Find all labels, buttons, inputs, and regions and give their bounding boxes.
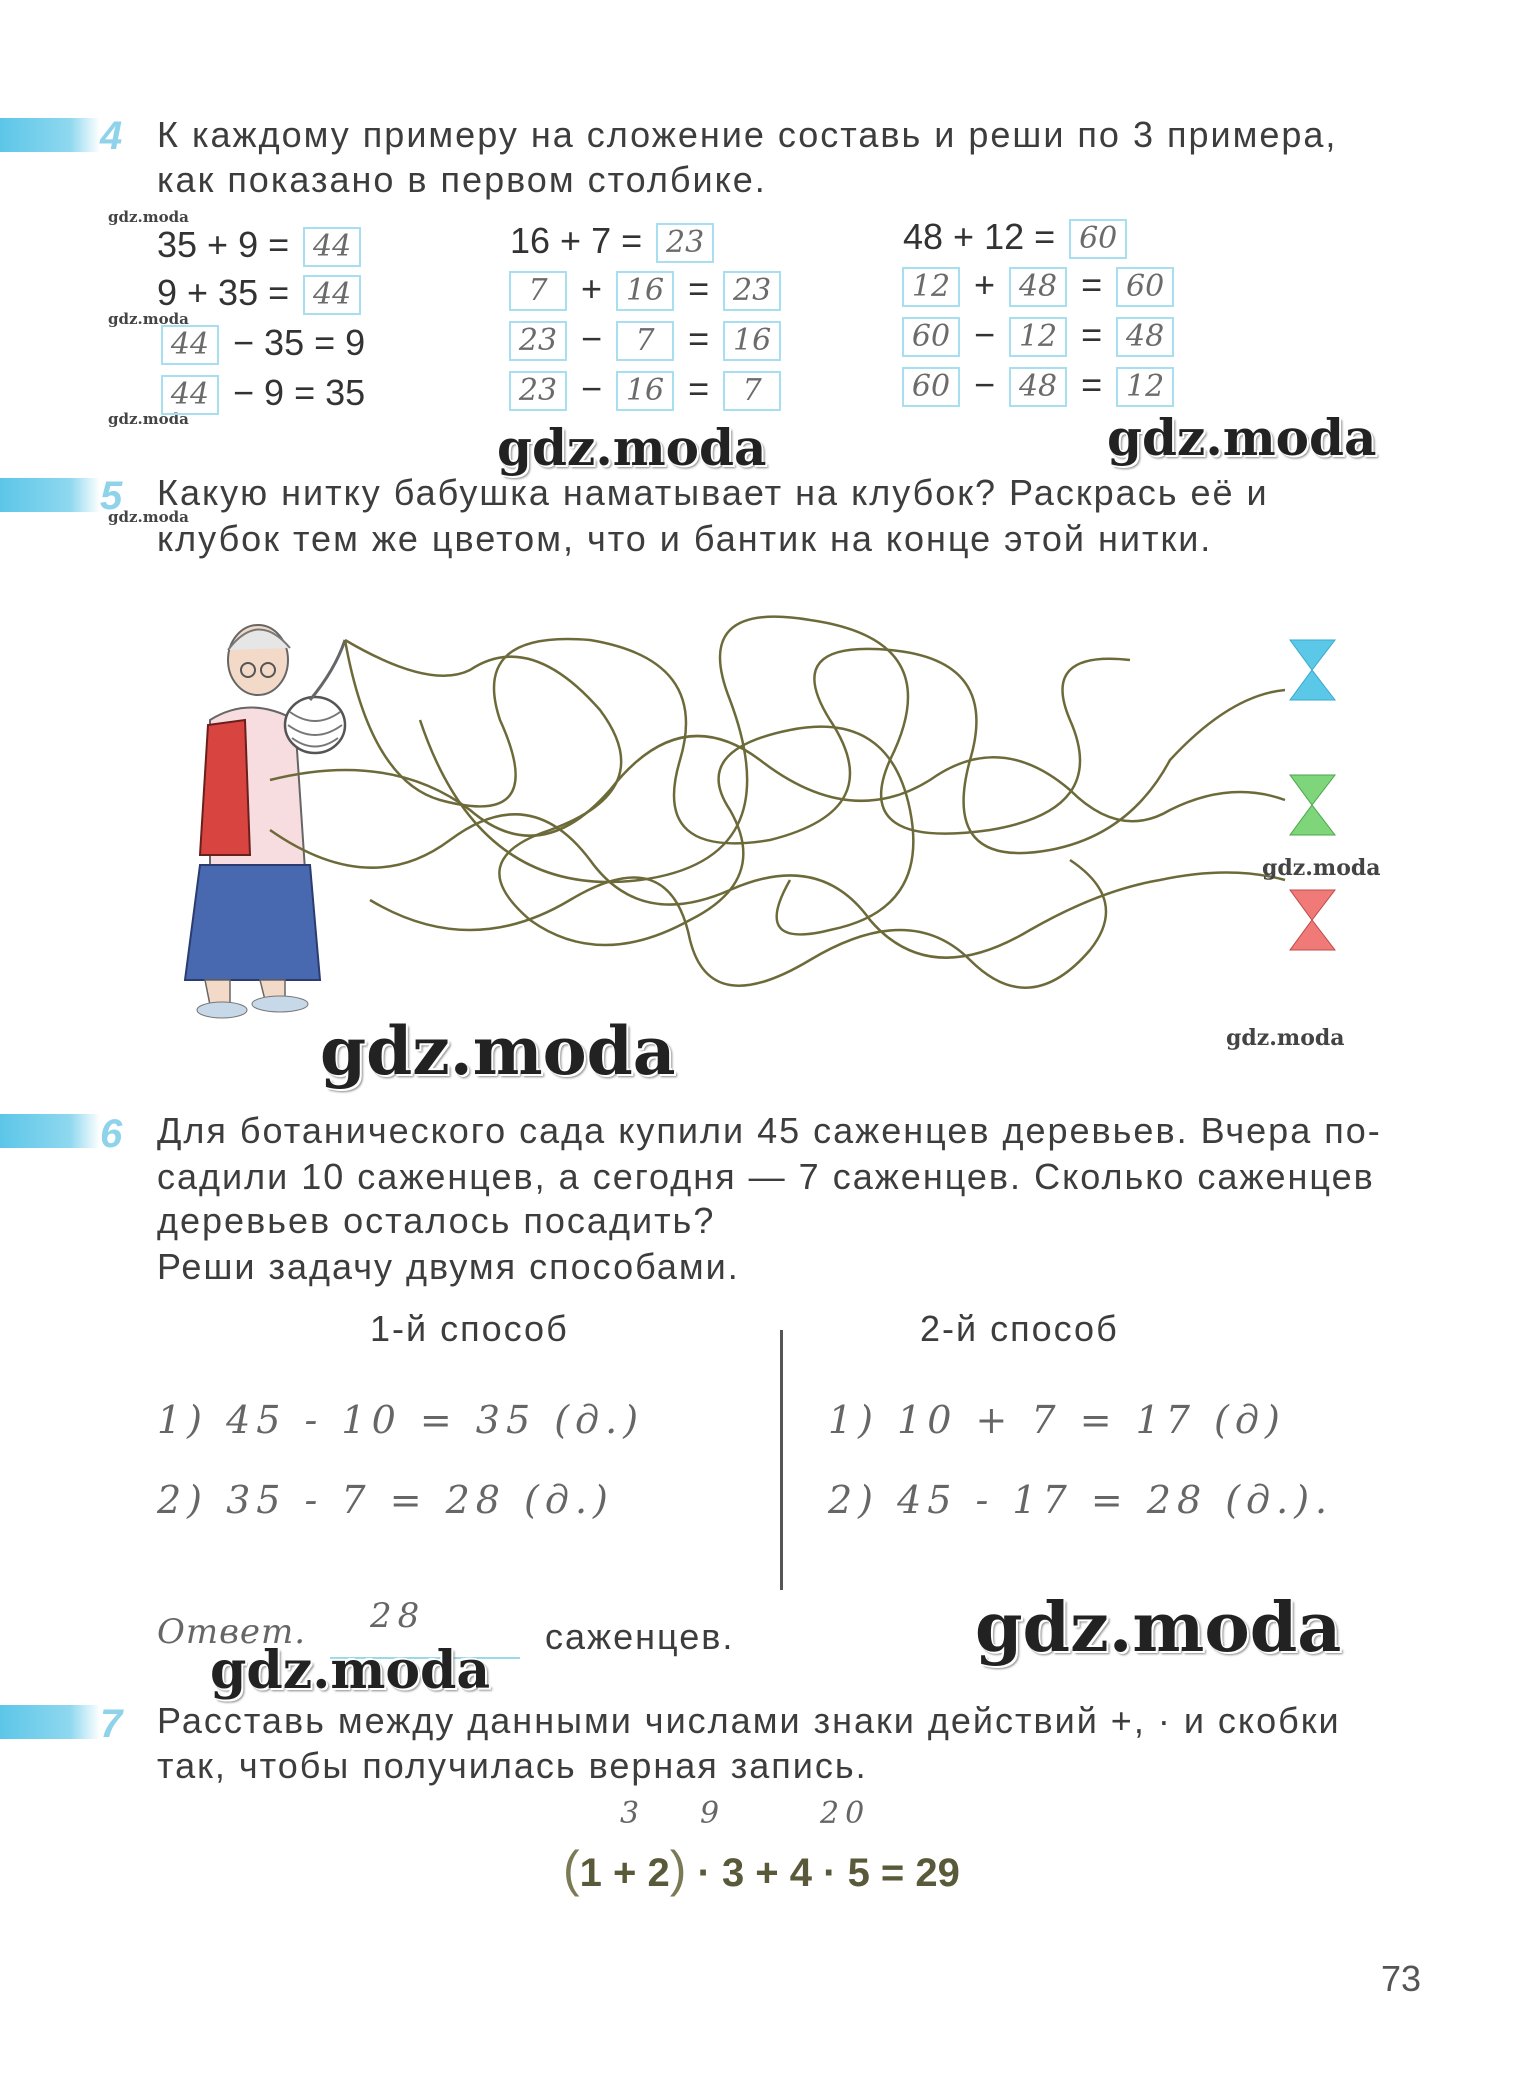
operator: − <box>974 364 996 405</box>
operator: − <box>581 368 603 409</box>
equation-row <box>157 372 365 415</box>
answer-value[interactable]: 28 <box>370 1596 426 1636</box>
equation-row <box>157 322 365 365</box>
method2-label: 2-й способ <box>920 1308 1119 1349</box>
operator: = <box>688 368 710 409</box>
task-marker-bar <box>0 118 100 152</box>
task-text: К каждому примеру на сложение составь и реши по 3 примера, <box>157 114 1338 155</box>
watermark: gdz.moda <box>210 1640 491 1701</box>
handwritten-step: 2) 45 - 17 = 28 (д.). <box>828 1478 1334 1522</box>
watermark: gdz.moda <box>497 418 767 477</box>
task-text: клубок тем же цветом, что и бантик на конце этой нитки. <box>157 518 1213 559</box>
watermark-small: gdz.moda <box>108 508 189 526</box>
task-number: 6 <box>100 1112 123 1156</box>
answer-box[interactable]: 44 <box>303 227 361 267</box>
task-number: 7 <box>100 1702 123 1746</box>
task-text: Расставь между данными числами знаки действий +, · и скобки <box>157 1700 1341 1741</box>
task-text: Реши задачу двумя способами. <box>157 1246 740 1287</box>
task-text: Для ботанического сада купили 45 саженцев деревьев. Вчера по- <box>157 1110 1382 1151</box>
grandma-figure <box>185 625 345 1018</box>
equation-expression: 35 + 9 = <box>157 224 290 265</box>
answer-box[interactable]: 60 <box>902 367 960 407</box>
equation-row <box>898 264 1178 307</box>
tangled-threads <box>270 617 1285 988</box>
method-divider <box>780 1330 783 1590</box>
task-number: 5 <box>100 474 123 518</box>
answer-box[interactable]: 7 <box>616 321 674 361</box>
equation-row <box>898 314 1178 357</box>
answer-label: Ответ. <box>157 1612 307 1652</box>
answer-box[interactable]: 16 <box>616 271 674 311</box>
operator: = <box>1081 314 1103 355</box>
answer-box[interactable]: 7 <box>723 371 781 411</box>
answer-box[interactable]: 23 <box>656 223 714 263</box>
answer-box[interactable]: 23 <box>509 371 567 411</box>
answer-box[interactable]: 23 <box>509 321 567 361</box>
answer-box[interactable]: 16 <box>616 371 674 411</box>
answer-box[interactable]: 12 <box>1009 317 1067 357</box>
answer-box[interactable]: 44 <box>161 325 219 365</box>
equation-expression: − 35 = 9 <box>233 322 366 363</box>
yarn-illustration <box>170 600 1390 1040</box>
expression-rest: · 3 + 4 · 5 = 29 <box>697 1851 960 1895</box>
answer-box[interactable]: 7 <box>509 271 567 311</box>
task-number: 4 <box>100 114 123 158</box>
answer-box[interactable]: 44 <box>303 275 361 315</box>
watermark-small: gdz.moda <box>108 310 189 328</box>
bow-blue <box>1290 640 1335 700</box>
handwritten-step: 1) 10 + 7 = 17 (д) <box>828 1398 1286 1442</box>
equation-expression: − 9 = 35 <box>233 372 366 413</box>
handwritten-step: 2) 35 - 7 = 28 (д.) <box>157 1478 614 1522</box>
operator: + <box>974 264 996 305</box>
operator: = <box>688 318 710 359</box>
close-paren: ) <box>669 1841 687 1897</box>
task-marker-bar <box>0 1114 100 1148</box>
answer-box[interactable]: 12 <box>1116 367 1174 407</box>
open-paren: ( <box>563 1841 580 1897</box>
answer-box[interactable]: 16 <box>723 321 781 361</box>
handwritten-note: 20 <box>820 1796 871 1831</box>
equation-expression: 9 + 35 = <box>157 272 290 313</box>
task-marker-bar <box>0 478 100 512</box>
bow-green <box>1290 775 1335 835</box>
task-text: деревьев осталось посадить? <box>157 1200 716 1241</box>
operator: + <box>581 268 603 309</box>
equation-row <box>903 216 1131 259</box>
operator: − <box>974 314 996 355</box>
answer-box[interactable]: 60 <box>902 317 960 357</box>
answer-box[interactable]: 12 <box>902 267 960 307</box>
watermark-small: gdz.moda <box>108 208 189 226</box>
page-number: 73 <box>1380 1958 1421 1999</box>
handwritten-note: 9 <box>700 1796 726 1831</box>
operator: = <box>1081 364 1103 405</box>
handwritten-step: 1) 45 - 10 = 35 (д.) <box>157 1398 645 1442</box>
equation-row <box>505 318 785 361</box>
operator: = <box>1081 264 1103 305</box>
answer-box[interactable]: 48 <box>1009 267 1067 307</box>
watermark: gdz.moda <box>975 1588 1342 1668</box>
operator: − <box>581 318 603 359</box>
watermark-small: gdz.moda <box>1262 855 1381 881</box>
task-marker-bar <box>0 1705 100 1739</box>
answer-box[interactable]: 60 <box>1069 219 1127 259</box>
answer-box[interactable]: 60 <box>1116 267 1174 307</box>
watermark: gdz.moda <box>1107 408 1377 467</box>
watermark: gdz.moda <box>320 1012 676 1090</box>
bow-red <box>1290 890 1335 950</box>
task-text: Какую нитку бабушка наматывает на клубок? Раскрась её и <box>157 472 1269 513</box>
answer-box[interactable]: 48 <box>1116 317 1174 357</box>
equation-expression: 48 + 12 = <box>903 216 1056 257</box>
watermark-small: gdz.moda <box>1226 1025 1345 1051</box>
equation-row <box>157 224 365 267</box>
watermark-small: gdz.moda <box>108 410 189 428</box>
answer-box[interactable]: 48 <box>1009 367 1067 407</box>
expression-inner: 1 + 2 <box>579 1851 670 1895</box>
equation-row <box>505 268 785 311</box>
operator: = <box>688 268 710 309</box>
equation-row <box>510 220 718 263</box>
equation-row <box>898 364 1178 407</box>
answer-unit: саженцев. <box>545 1616 735 1657</box>
handwritten-note: 3 <box>620 1796 646 1831</box>
equation-expression: 16 + 7 = <box>510 220 643 261</box>
task-text: так, чтобы получилась верная запись. <box>157 1745 868 1786</box>
task-text: как показано в первом столбике. <box>157 159 767 200</box>
answer-box[interactable]: 23 <box>723 271 781 311</box>
method1-label: 1-й способ <box>370 1308 569 1349</box>
equation-row <box>505 368 785 411</box>
task-text: садили 10 саженцев, а сегодня — 7 саженцев. Сколько саженцев <box>157 1156 1375 1197</box>
equation-row <box>157 272 365 315</box>
answer-box[interactable]: 44 <box>161 375 219 415</box>
equation-expression <box>563 1840 960 1898</box>
